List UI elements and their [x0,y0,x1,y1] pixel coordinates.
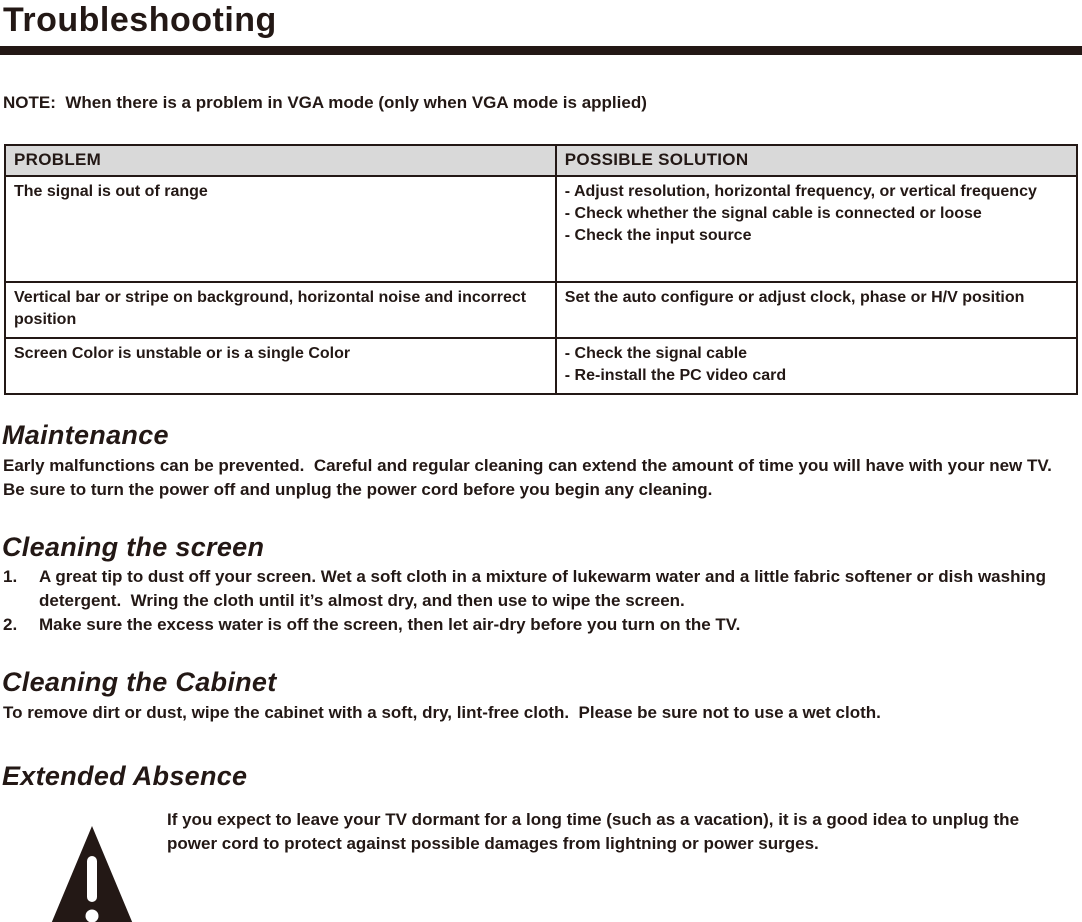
solution-line: - Check the signal cable [564,345,748,363]
problem-cell: Vertical bar or stripe on background, horizontal noise and incorrect position [5,282,556,338]
title-rule [0,46,1082,55]
list-item [3,613,1082,637]
problem-cell: Screen Color is unstable or is a single Color [5,338,556,394]
header-possible-solution: POSSIBLE SOLUTION [556,145,1077,176]
list-item [3,565,1082,613]
solution-line: - Adjust resolution, horizontal frequency, or vertical frequency [564,183,1037,201]
table-header-row [5,145,1077,176]
list-item-number: 1. [3,567,18,587]
solution-cell [556,282,1077,338]
list-item-number: 2. [3,615,18,635]
table-row [5,282,1077,338]
cleaning-screen-list [3,565,1082,637]
problem-cell: The signal is out of range [5,176,556,282]
page-title: Troubleshooting [3,1,277,39]
warning-icon [46,824,138,922]
table-row [5,338,1077,394]
note-label: NOTE [3,93,51,113]
header-problem: PROBLEM [5,145,556,176]
list-item-text: Make sure the excess water is off the screen, then let air-dry before you turn on the TV. [39,615,741,635]
note-text: : When there is a problem in VGA mode (only when VGA mode is applied) [50,93,647,113]
cleaning-screen-heading: Cleaning the screen [2,532,265,563]
maintenance-paragraph: Early malfunctions can be prevented. Careful and regular cleaning can extend the amount of time you will have with your new TV. Be sure to turn the power off and unplug the power cord before you begin any cleaning. [3,456,1062,500]
solution-line: - Check the input source [564,227,752,245]
solution-line: - Re-install the PC video card [564,367,787,385]
table-row [5,176,1077,282]
extended-absence-paragraph: If you expect to leave your TV dormant for a long time (such as a vacation), it is a good idea to unplug the power cord to protect against possible damages from lightning or power surges. [167,810,1024,854]
solution-line: - Check whether the signal cable is connected or loose [564,205,982,223]
vga-note [3,93,1082,113]
extended-absence-block [0,807,1082,922]
extended-absence-heading: Extended Absence [2,761,248,792]
solution-line: Set the auto configure or adjust clock, phase or H/V position [564,289,1025,307]
maintenance-heading: Maintenance [2,420,169,451]
troubleshooting-table [4,144,1078,395]
cleaning-cabinet-paragraph: To remove dirt or dust, wipe the cabinet with a soft, dry, lint-free cloth. Please be sure not to use a wet cloth. [3,703,881,723]
cleaning-cabinet-heading: Cleaning the Cabinet [2,667,277,698]
list-item-text: A great tip to dust off your screen. Wet a soft cloth in a mixture of lukewarm water and a little fabric softener or dish washing detergent. Wring the cloth until it’s almost dry, and then use to wipe the screen. [39,567,1051,611]
solution-cell [556,338,1077,394]
solution-cell [556,176,1077,282]
